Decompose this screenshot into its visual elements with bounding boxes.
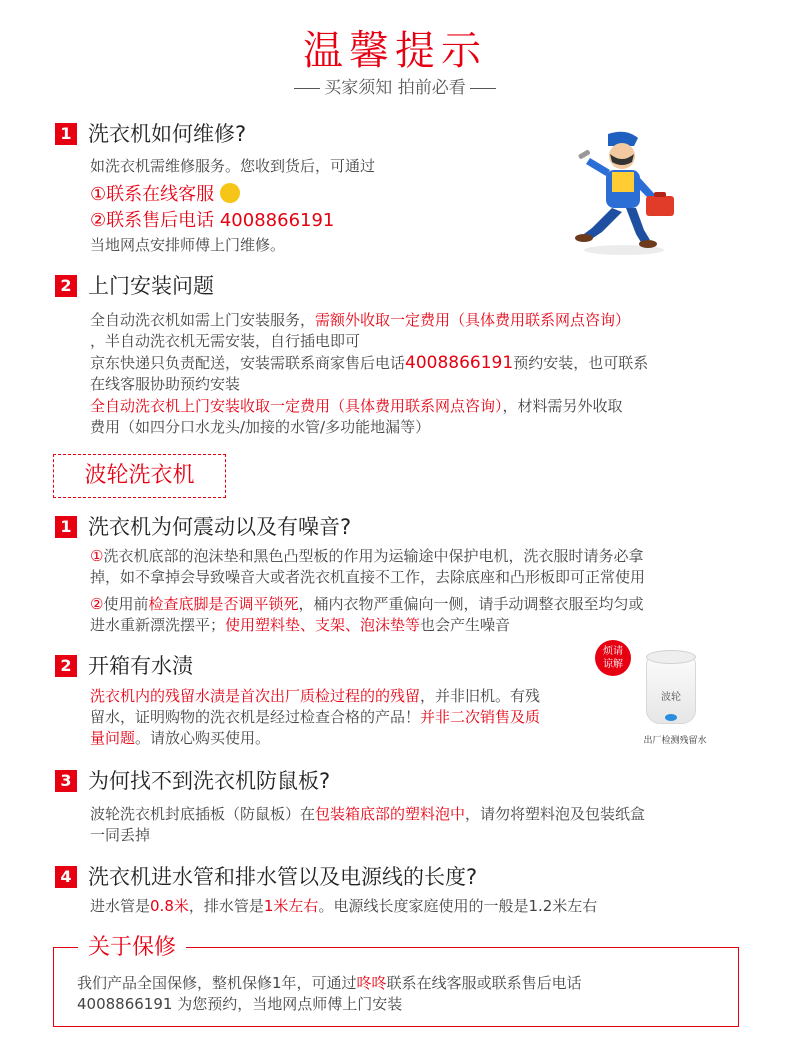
noise-p1-marker: ①	[90, 547, 104, 565]
water-paragraph	[90, 686, 630, 749]
customer-service-icon[interactable]	[220, 183, 240, 203]
noise-p1-text-a: 洗衣机底部的泡沫垫和黑色凸型板的作用为运输途中保护电机，洗衣服时请务必拿	[103, 547, 644, 565]
install-p1-fee-note: 需额外收取一定费用（具体费用联系网点咨询）	[315, 311, 631, 329]
repair-option-phone: ②联系售后电话 4008866191	[90, 210, 335, 231]
repair-number-badge: 1	[55, 123, 77, 145]
warranty-l2-text: 4008866191 为您预约，当地网点师傅上门安装	[77, 995, 403, 1013]
repair-option-online[interactable]	[90, 182, 240, 207]
subtitle-dash-right	[470, 88, 496, 89]
noise-title: 洗衣机为何震动以及有噪音?	[88, 515, 352, 539]
apology-bubble	[595, 640, 631, 676]
noise-p2-text-b: ，桶内衣物严重偏向一侧，请手动调整衣服至均匀或	[298, 595, 644, 613]
install-p2-text-a: 京东快递只负责配送，安装需联系商家售后电话	[90, 354, 406, 372]
rodent-title: 为何找不到洗衣机防鼠板?	[88, 769, 331, 793]
water-p1-residue-note: 洗衣机内的残留水渍是首次出厂质检过程的的残留	[90, 687, 421, 705]
noise-p2-text-d: 也会产生噪音	[420, 616, 511, 634]
hoses-text-b: ，排水管是	[188, 897, 264, 915]
repair-title: 洗衣机如何维修?	[88, 122, 247, 146]
hoses-number-badge: 4	[55, 866, 77, 888]
water-title: 开箱有水渍	[88, 654, 193, 678]
hoses-title: 洗衣机进水管和排水管以及电源线的长度?	[88, 865, 478, 889]
rodent-number-badge: 3	[55, 770, 77, 792]
warranty-text	[77, 973, 727, 1015]
install-p2-text-c: 在线客服协助预约安装	[90, 375, 241, 393]
install-p3-text-a: ，材料需另外收取	[502, 397, 623, 415]
category-tag-label: 波轮洗衣机	[84, 463, 195, 488]
install-p3-text-b: 费用（如四分口水龙头/加接的水管/多功能地漏等）	[90, 418, 431, 436]
install-paragraph-2	[90, 353, 750, 395]
hoses-text-c: 。电源线长度家庭使用的一般是1.2米左右	[318, 897, 598, 915]
install-number-badge: 2	[55, 275, 77, 297]
repair-outro: 当地网点安排师傅上门维修。	[90, 236, 286, 254]
water-p2-not-resale: 并非二次销售及质	[420, 708, 541, 726]
water-p1-text-a: ，并非旧机。有残	[420, 687, 541, 705]
warranty-l1-text-b: 联系在线客服或联系售后电话	[386, 974, 582, 992]
rodent-p1-text-a: 波轮洗衣机封底插板（防鼠板）在	[90, 805, 316, 823]
repairman-illustration-icon	[568, 130, 680, 258]
water-number-badge: 2	[55, 655, 77, 677]
hoses-drain-length: 1米左右	[263, 897, 319, 915]
water-drop-icon	[665, 714, 677, 721]
warranty-dongdong: 咚咚	[356, 974, 387, 992]
noise-p2-text-a: 使用前	[103, 595, 149, 613]
install-paragraph-3	[90, 396, 750, 438]
bucket-caption: 出厂检测残留水	[643, 736, 707, 746]
repair-intro: 如洗衣机需维修服务。您收到货后，可通过	[90, 157, 376, 175]
noise-number-badge: 1	[55, 516, 77, 538]
subtitle-dash-left	[294, 88, 320, 89]
noise-p2-pads-note: 使用塑料垫、支架、泡沫垫等	[225, 616, 421, 634]
install-p2-phone: 4008866191	[405, 353, 514, 373]
bucket-rim	[646, 650, 696, 664]
repair-option-online-label: ①联系在线客服	[90, 184, 215, 205]
rodent-p2-text: 一同丢掉	[90, 826, 151, 844]
install-paragraph-1	[90, 310, 750, 352]
install-title: 上门安装问题	[88, 274, 214, 298]
install-p1-text-b: ，半自动洗衣机无需安装，自行插电即可	[90, 332, 361, 350]
water-p2-text-a: 留水，证明购物的洗衣机是经过检查合格的产品！	[90, 708, 421, 726]
hoses-inlet-length: 0.8米	[150, 897, 189, 915]
noise-paragraph-1	[90, 546, 750, 588]
apology-bubble-text: 烦请 谅解	[603, 646, 623, 670]
noise-p2-marker: ②	[90, 595, 104, 613]
install-p3-fee-note: 全自动洗衣机上门安装收取一定费用（具体费用联系网点咨询）	[90, 397, 503, 415]
install-p2-text-b: 预约安装，也可联系	[513, 354, 649, 372]
page-title: 温馨提示	[303, 28, 487, 74]
hoses-text-a: 进水管是	[90, 897, 151, 915]
water-p3-quality: 量问题	[90, 729, 136, 747]
warranty-title: 关于保修	[78, 934, 186, 962]
category-tag	[53, 454, 226, 498]
rodent-p1-text-b: ，请勿将塑料泡及包装纸盒	[465, 805, 646, 823]
noise-p2-check-feet: 检查底脚是否调平锁死	[148, 595, 299, 613]
hoses-paragraph	[90, 896, 750, 917]
page-subtitle	[0, 76, 790, 100]
rodent-paragraph	[90, 804, 750, 846]
rodent-p1-location: 包装箱底部的塑料泡中	[315, 805, 466, 823]
subtitle-text: 买家须知 拍前必看	[324, 78, 466, 98]
warranty-l1-text-a: 我们产品全国保修，整机保修1年，可通过	[77, 974, 357, 992]
noise-p2-text-c: 进水重新漂洗摆平；	[90, 616, 226, 634]
noise-p1-text-b: 掉，如不拿掉会导致噪音大或者洗衣机直接不工作，去除底座和凸形板即可正常使用	[90, 568, 646, 586]
water-p3-text-a: 。请放心购买使用。	[135, 729, 271, 747]
install-p1-text-a: 全自动洗衣机如需上门安装服务，	[90, 311, 316, 329]
bucket-label: 波轮	[661, 692, 681, 703]
noise-paragraph-2	[90, 594, 750, 636]
